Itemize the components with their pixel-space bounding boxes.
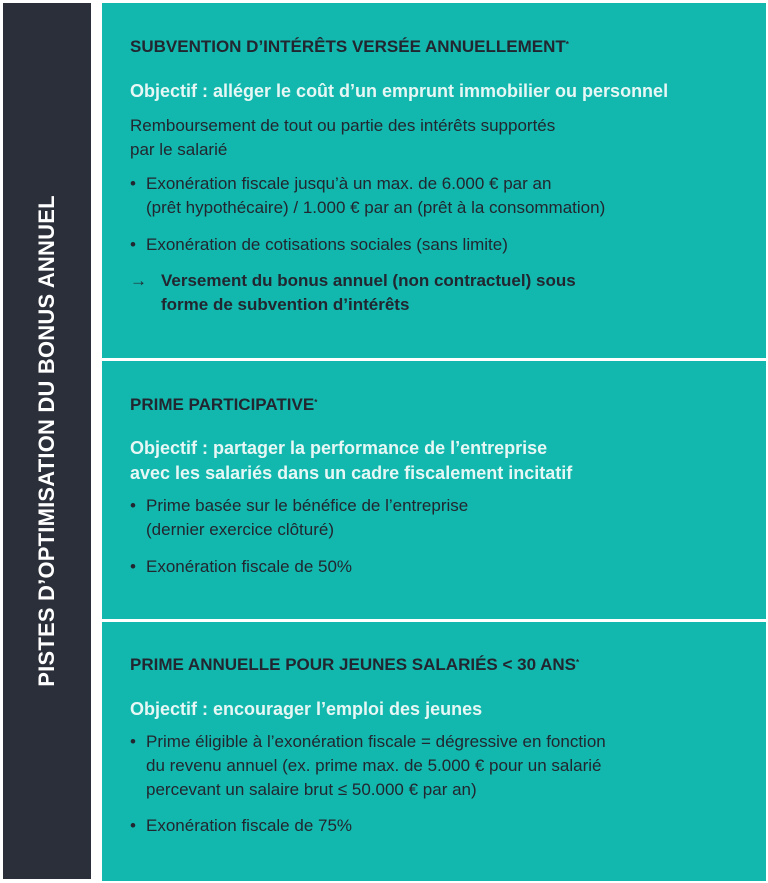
footnote-mark: *	[314, 398, 318, 407]
section-heading-text: SUBVENTION D’INTÉRÊTS VERSÉE ANNUELLEMENT	[130, 37, 566, 56]
list-item	[130, 172, 752, 220]
list-item-text: Exonération fiscale jusqu’à un max. de 6.000 € par an (prêt hypothécaire) / 1.000 € par an (prêt à la consommation)	[146, 174, 606, 217]
list-item	[130, 555, 752, 579]
section-intro: Remboursement de tout ou partie des intérêts supportés par le salarié	[130, 116, 556, 159]
footnote-mark: *	[565, 40, 569, 49]
section-interest-subsidy	[102, 3, 766, 358]
list-item	[130, 814, 752, 838]
list-item	[130, 730, 752, 802]
arrow-right-icon: →	[130, 271, 147, 290]
bullet-icon: •	[130, 235, 136, 254]
bullet-list	[130, 494, 752, 579]
arrow-note-text: Versement du bonus annuel (non contractuel) sous forme de subvention d’intérêts	[161, 271, 576, 314]
list-item-text: Prime basée sur le bénéfice de l’entreprise (dernier exercice clôturé)	[146, 496, 469, 539]
bullet-list	[130, 172, 752, 257]
list-item	[130, 233, 752, 257]
bullet-icon: •	[130, 732, 136, 751]
section-objective: Objectif : alléger le coût d’un emprunt immobilier ou personnel	[130, 81, 669, 101]
section-heading-text: PRIME PARTICIPATIVE	[130, 395, 315, 414]
list-item-text: Exonération fiscale de 50%	[146, 557, 353, 576]
bullet-icon: •	[130, 557, 136, 576]
arrow-note	[130, 269, 752, 317]
bullet-icon: •	[130, 496, 136, 515]
bullet-icon: •	[130, 816, 136, 835]
list-item-text: Prime éligible à l’exonération fiscale = dégressive en fonction du revenu annuel (ex. prime max. de 5.000 € pour un salarié percevant un salaire brut ≤ 50.000 € par an)	[146, 732, 606, 799]
sidebar-title: PISTES D’OPTIMISATION DU BONUS ANNUEL	[34, 195, 59, 687]
section-heading	[130, 654, 752, 676]
section-young-employee-bonus	[102, 622, 766, 881]
section-objective: Objectif : encourager l’emploi des jeunes	[130, 699, 483, 719]
bullet-list	[130, 730, 752, 838]
bullet-icon: •	[130, 174, 136, 193]
section-participation-bonus	[102, 361, 766, 619]
section-heading	[130, 394, 752, 416]
sidebar	[3, 3, 91, 879]
section-heading-text: PRIME ANNUELLE POUR JEUNES SALARIÉS < 30 ANS	[130, 655, 577, 674]
list-item-text: Exonération fiscale de 75%	[146, 816, 353, 835]
footnote-mark: *	[576, 658, 580, 667]
list-item-text: Exonération de cotisations sociales (sans limite)	[146, 235, 508, 254]
section-objective: Objectif : partager la performance de l’entreprise avec les salariés dans un cadre fiscalement incitatif	[130, 438, 573, 483]
list-item	[130, 494, 752, 542]
section-heading	[130, 36, 752, 58]
